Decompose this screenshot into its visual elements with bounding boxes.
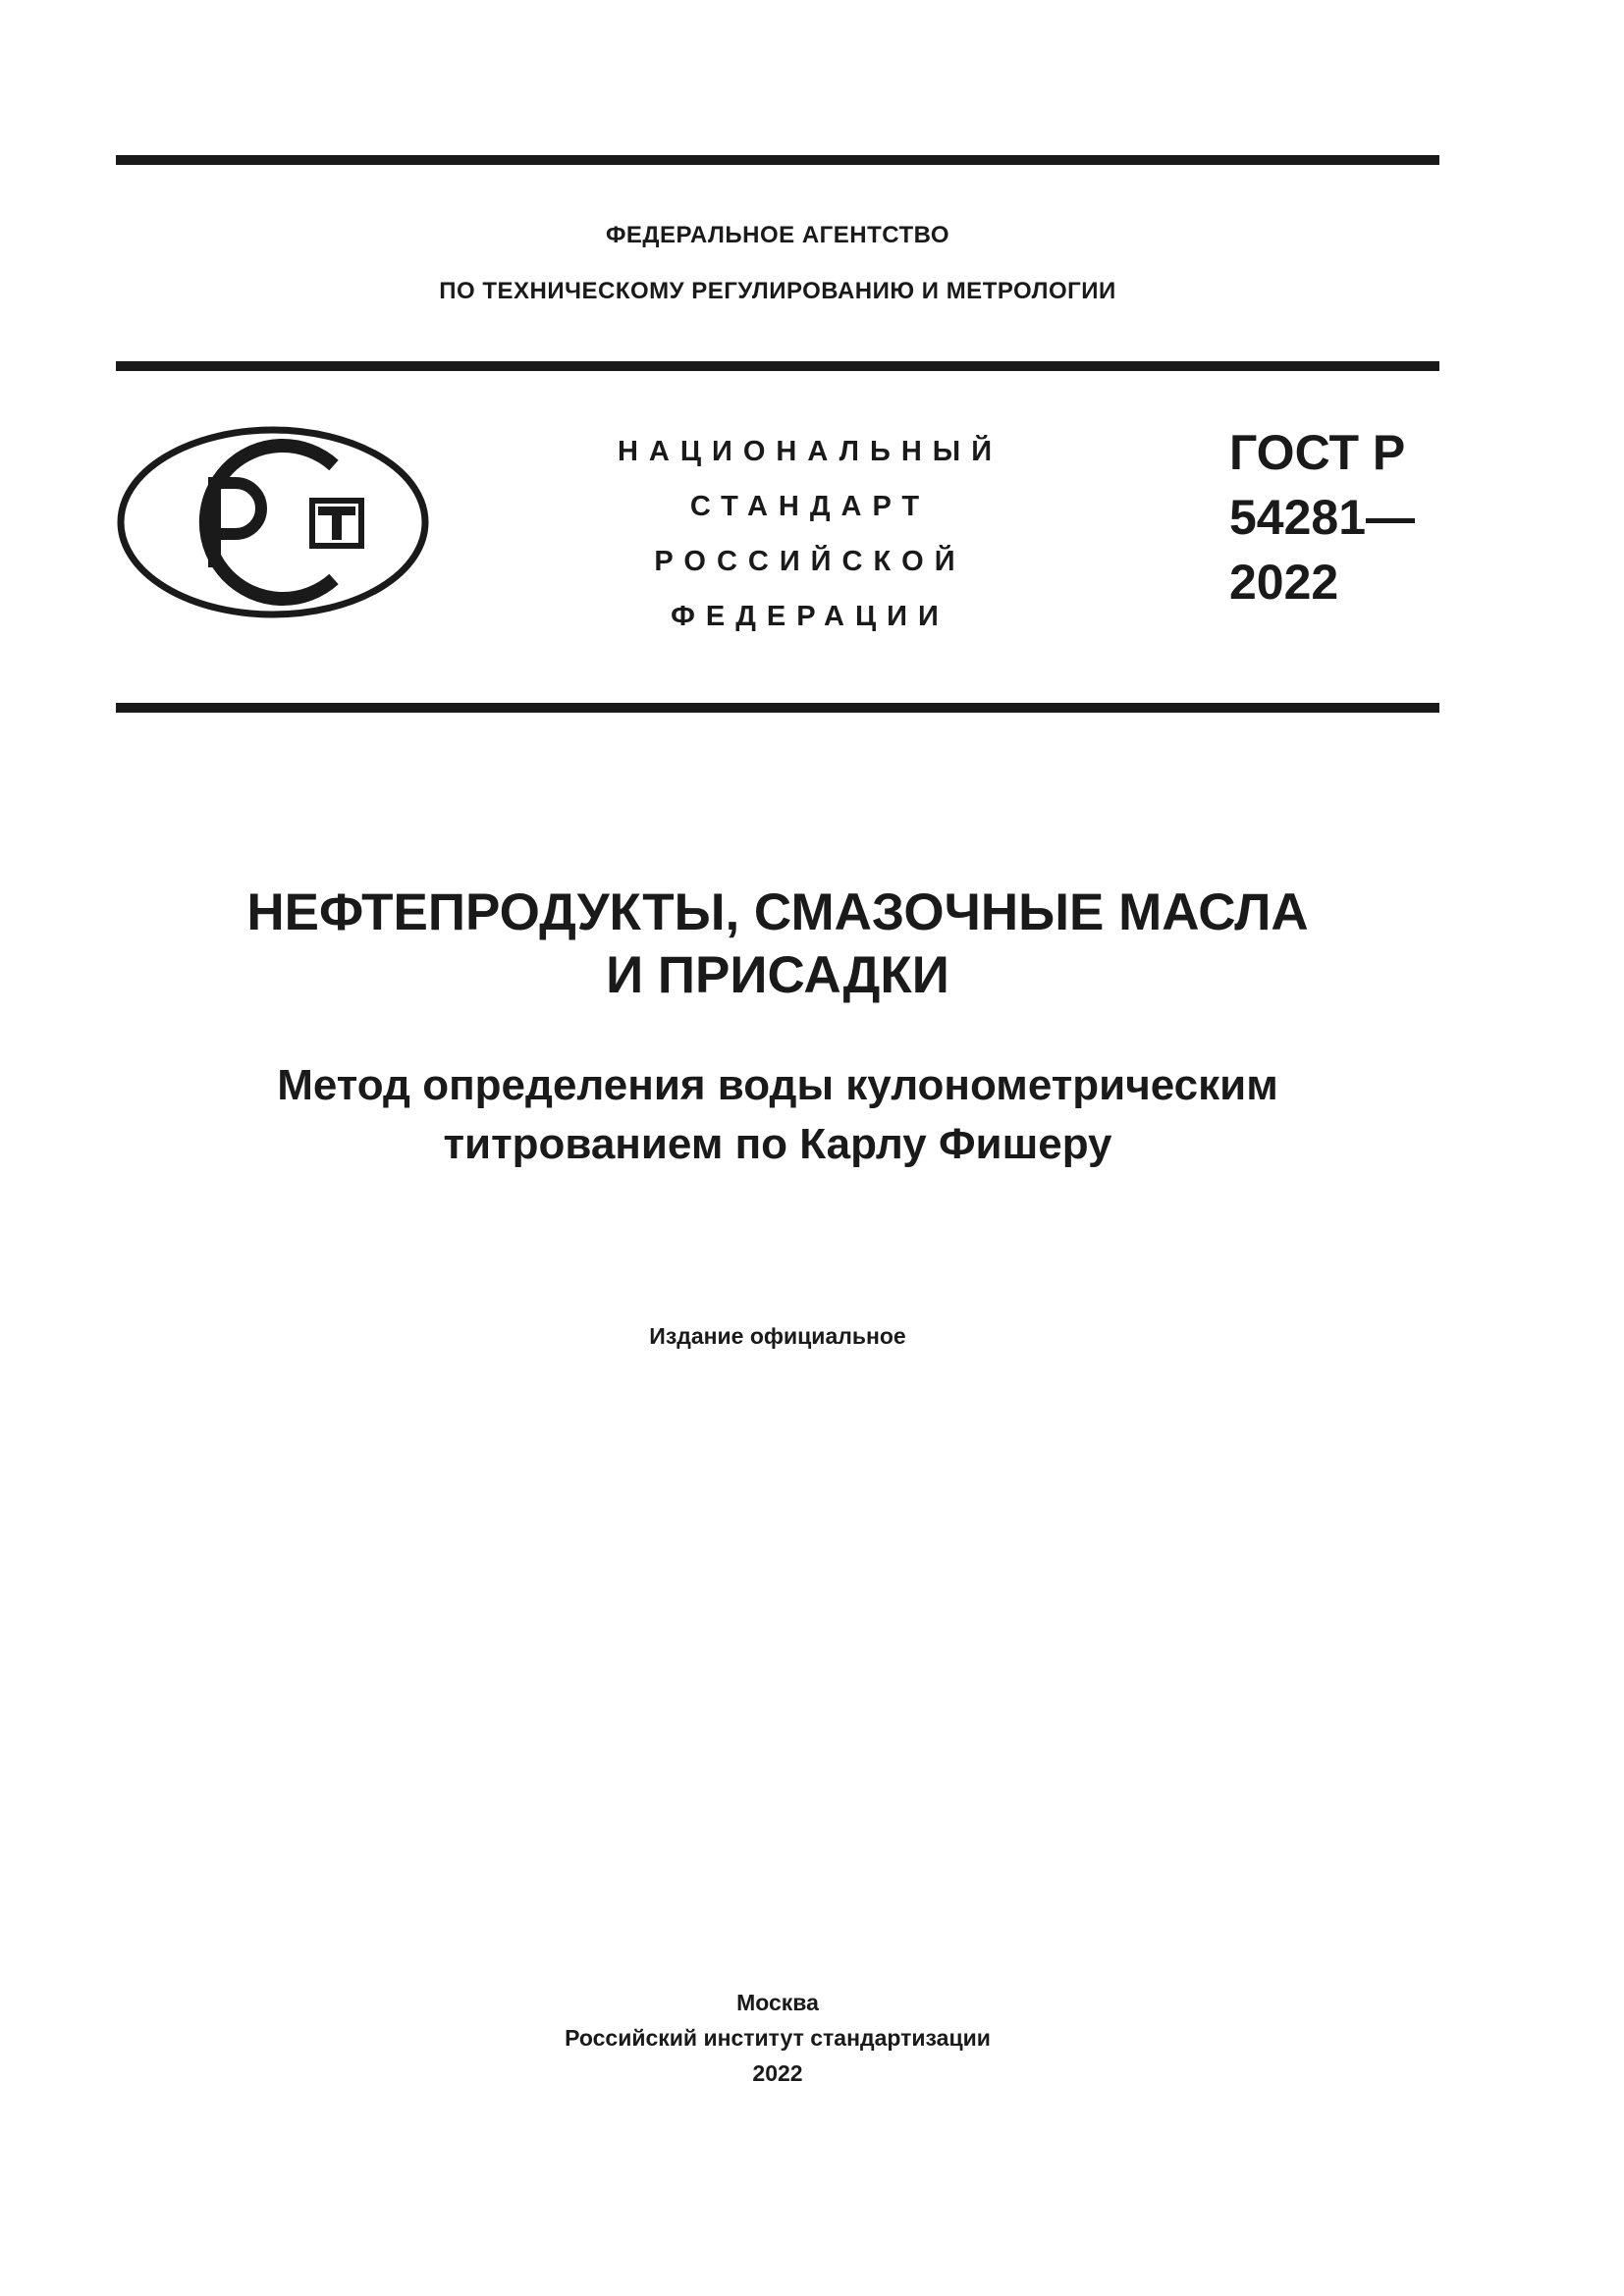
designation-rule bbox=[116, 703, 1439, 713]
title-main-line2: И ПРИСАДКИ bbox=[606, 946, 949, 1004]
standard-type bbox=[550, 424, 1070, 644]
imprint-city: Москва bbox=[736, 1990, 819, 2015]
rst-gost-logo-icon bbox=[116, 424, 430, 620]
agency-name-line1: ФЕДЕРАЛЬНОЕ АГЕНТСТВО bbox=[605, 222, 950, 248]
top-rule bbox=[116, 155, 1439, 165]
title-sub-line2: титрованием по Карлу Фишеру bbox=[443, 1120, 1112, 1168]
agency-name-line2: ПО ТЕХНИЧЕСКОМУ РЕГУЛИРОВАНИЮ И МЕТРОЛОГИИ bbox=[439, 278, 1116, 304]
document-subtitle bbox=[116, 1056, 1439, 1174]
title-sub-line1: Метод определения воды кулонометрическим bbox=[277, 1061, 1278, 1109]
document-title bbox=[116, 881, 1439, 1007]
standard-type-line: ФЕДЕРАЦИИ bbox=[671, 601, 949, 632]
standard-designation bbox=[1229, 420, 1439, 614]
header-rule bbox=[116, 361, 1439, 371]
imprint bbox=[116, 1985, 1439, 2091]
standard-type-line: НАЦИОНАЛЬНЫЙ bbox=[617, 436, 1003, 467]
designation-line: 2022 bbox=[1229, 555, 1339, 610]
edition-label: Издание официальное bbox=[649, 1323, 906, 1349]
standard-type-line: СТАНДАРТ bbox=[689, 491, 931, 522]
standard-type-line: РОССИЙСКОЙ bbox=[654, 546, 966, 577]
designation-line: ГОСТ Р bbox=[1229, 425, 1406, 480]
imprint-year: 2022 bbox=[752, 2060, 803, 2086]
title-main-line1: НЕФТЕПРОДУКТЫ, СМАЗОЧНЫЕ МАСЛА bbox=[246, 883, 1309, 941]
imprint-publisher: Российский институт стандартизации bbox=[565, 2025, 991, 2051]
designation-line: 54281— bbox=[1229, 490, 1416, 545]
